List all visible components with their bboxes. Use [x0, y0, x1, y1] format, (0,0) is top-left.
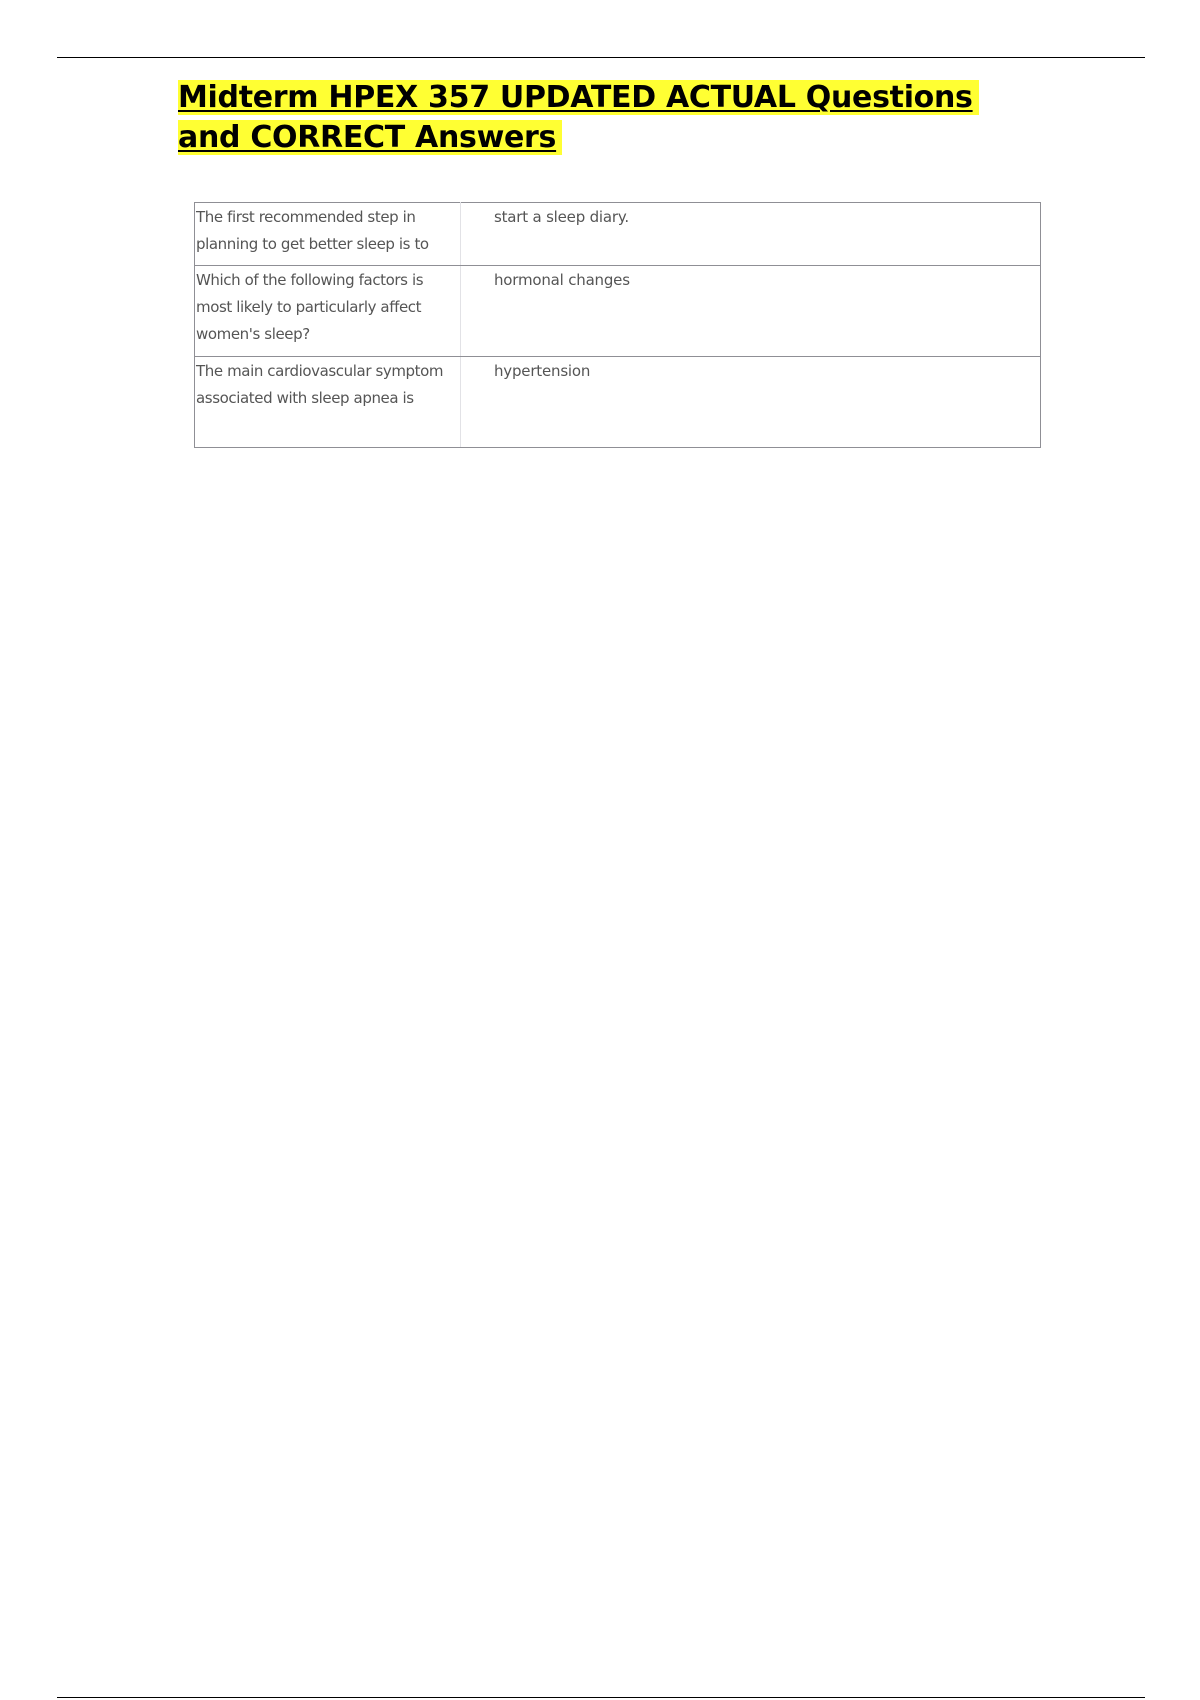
- table-row: [195, 203, 1041, 266]
- page-title-text: Midterm HPEX 357 UPDATED ACTUAL Questions and CORRECT Answers: [178, 80, 979, 155]
- question-cell: [195, 203, 461, 266]
- answer-text: hypertension: [494, 362, 591, 380]
- qa-table: [194, 202, 1041, 448]
- answer-cell: [461, 266, 1041, 357]
- top-rule: [57, 57, 1145, 58]
- question-text: The main cardiovascular symptom associated with sleep apnea is: [196, 362, 444, 407]
- answer-cell: [461, 357, 1041, 448]
- table-row: [195, 266, 1041, 357]
- answer-text: hormonal changes: [494, 271, 630, 289]
- answer-text: start a sleep diary.: [494, 208, 629, 226]
- question-text: The first recommended step in planning to get better sleep is to: [196, 208, 429, 253]
- answer-cell: [461, 203, 1041, 266]
- table-row: [195, 357, 1041, 448]
- question-cell: [195, 357, 461, 448]
- question-cell: [195, 266, 461, 357]
- bottom-rule: [57, 1697, 1145, 1698]
- page-title: [178, 78, 1018, 158]
- question-text: Which of the following factors is most likely to particularly affect women's sleep?: [196, 271, 424, 343]
